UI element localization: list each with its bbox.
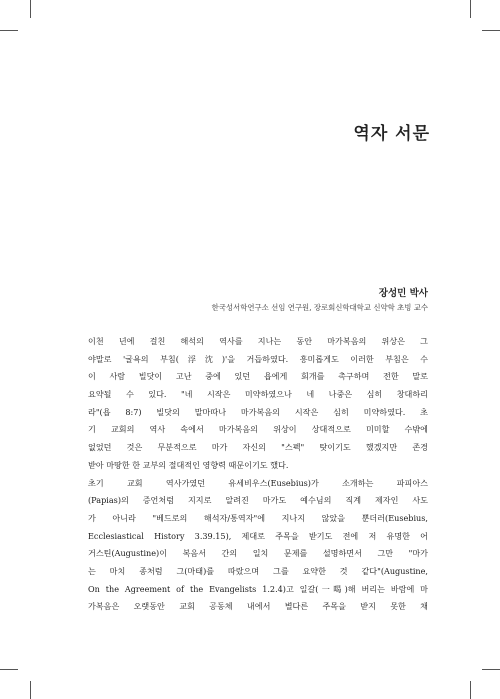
text-line: On the Agreement of the Evangelists 1.2.4)고 일갈(一喝)해 버리는 바람에 마 bbox=[88, 583, 428, 594]
author-affiliation: 한국성서학연구소 선임 연구원, 장로회신학대학교 신약학 초빙 교수 bbox=[211, 303, 428, 312]
text-line: 이 사람 빌닷이 고난 중에 있던 욥에게 회개를 촉구하며 전한 말로 bbox=[88, 371, 428, 382]
text-line: 가 아니라 "베드로의 해석자/통역자"에 지나지 않았을 뿐더러(Eusebius, bbox=[88, 512, 428, 523]
text-line: 요약될 수 있다. "네 시작은 미약하였으나 네 나중은 심히 창대하리 bbox=[88, 389, 428, 400]
crop-mark bbox=[470, 681, 471, 699]
crop-mark bbox=[482, 30, 500, 31]
text-line: 는 마치 종처럼 그(마태)를 따랐으며 그를 요약한 것 같다"(Augustine, bbox=[88, 565, 428, 576]
crop-mark bbox=[482, 669, 500, 670]
text-line: 받아 마땅한 한 교부의 절대적인 영향력 때문이기도 했다. bbox=[88, 459, 289, 470]
crop-mark bbox=[30, 0, 31, 18]
text-line: 가복음은 오랫동안 교회 공동체 내에서 별다른 주목을 받지 못한 채 bbox=[88, 601, 428, 612]
text-line: 없었던 것은 무분적으로 마가 자신의 "스펙" 탓이기도 했겠지만 존경 bbox=[88, 442, 428, 453]
crop-mark bbox=[0, 30, 18, 31]
crop-mark bbox=[470, 0, 471, 18]
text-line: 야말로 '굴욕의 부침(浮沈)'을 거듭하였다. 흥미롭게도 이러한 부침은 수 bbox=[88, 353, 428, 364]
author-name: 장성민 박사 bbox=[378, 288, 428, 299]
page-title: 역자 서문 bbox=[353, 124, 430, 144]
text-line: 거스틴(Augustine)이 복음서 간의 일치 문제를 설명하면서 그만 "마가 bbox=[88, 548, 428, 559]
text-line: 기 교회의 역사 속에서 마가복음의 위상이 상대적으로 미미할 수밖에 bbox=[88, 424, 428, 435]
text-line: (Papias)의 증언처럼 지지로 알려진 마가도 예수님의 직계 제자인 사도 bbox=[88, 495, 428, 506]
text-line: Ecclesiastical History 3.39.15), 제대로 주목을 받기도 전에 저 유명한 어 bbox=[88, 530, 428, 541]
text-line: 이천 년에 걸친 해석의 역사를 지나는 동안 마가복음의 위상은 그 bbox=[88, 336, 428, 346]
text-line: 라"(욥 8:7) 빌닷의 말마따나 마가복음의 시작은 심히 미약하였다. 초 bbox=[88, 406, 428, 417]
body-text bbox=[88, 333, 428, 616]
text-line: 초기 교회 역사가였던 유세비우스(Eusebius)가 소개하는 파피아스 bbox=[88, 477, 428, 488]
crop-mark bbox=[30, 681, 31, 699]
crop-mark bbox=[0, 669, 18, 670]
